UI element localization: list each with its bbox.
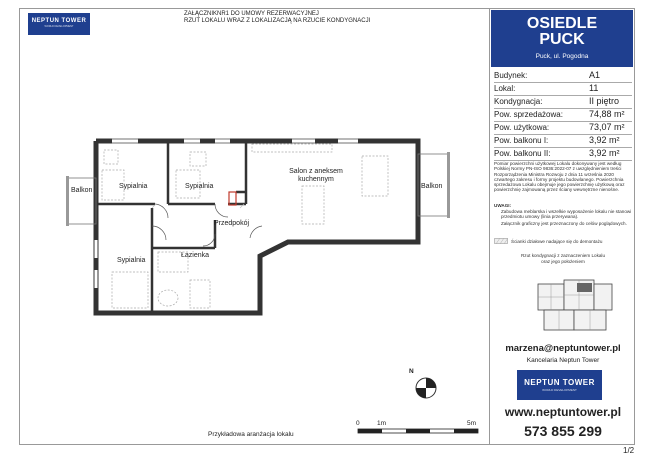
detail-label: Budynek: <box>494 71 528 80</box>
contact-office: Kancelaria Neptun Tower <box>526 357 600 364</box>
remarks-title: UWAGI: <box>494 203 512 208</box>
detail-value: 74,88 m² <box>589 109 625 119</box>
location-caption-line2: oraz jego położeniem <box>541 259 585 264</box>
attachment-title-line2: RZUT LOKALU WRAZ Z LOKALIZACJĄ NA RZUCIE KONDYGNACJI <box>184 18 371 24</box>
detail-value: A1 <box>589 70 601 80</box>
detail-label: Kondygnacja: <box>494 97 543 106</box>
detail-label: Pow. balkonu II: <box>494 149 551 158</box>
detail-value: 11 <box>589 83 599 93</box>
page-number: 1/2 <box>623 446 635 455</box>
compass-north-label: N <box>409 368 414 375</box>
remark-2: Załącznik graficzny jest przeznaczony do celów poglądowych. <box>501 221 627 226</box>
detail-label: Pow. sprzedażowa: <box>494 110 563 119</box>
detail-label: Pow. użytkowa: <box>494 123 550 132</box>
plan-caption: Przykładowa aranżacja lokalu <box>208 431 294 438</box>
project-name-line1: OSIEDLE <box>526 15 598 32</box>
neptun-tower-logo-text: NEPTUN TOWER <box>524 378 595 387</box>
scale-one-meter: 1m <box>377 420 387 427</box>
detail-row-pow-balkonu-1 <box>494 134 632 148</box>
floor-plan <box>40 130 460 325</box>
demolition-legend-label: Ścianki działowe nadające się do demontażu <box>511 239 603 244</box>
room-label-lazienka: Łazienka <box>181 252 210 259</box>
detail-value: 3,92 m² <box>589 135 620 145</box>
project-address: Puck, ul. Pogodna <box>535 53 589 60</box>
project-name-line2: PUCK <box>539 31 585 48</box>
detail-row-budynek <box>494 69 632 83</box>
detail-row-pow-sprzedazowa <box>494 108 632 122</box>
detail-row-kondygnacja <box>494 95 632 109</box>
scale-zero: 0 <box>356 420 360 427</box>
detail-value: 73,07 m² <box>589 122 625 132</box>
room-label-sypialnia-2: Sypialnia <box>185 183 214 190</box>
room-label-salon: Salon z aneksem kuchennym <box>289 168 343 183</box>
brand-logo <box>28 13 90 35</box>
phone-number[interactable]: 573 855 299 <box>524 423 602 439</box>
detail-row-pow-uzytkowa <box>494 121 632 135</box>
room-label-sypialnia-3: Sypialnia <box>117 257 146 264</box>
website-link[interactable]: www.neptuntower.pl <box>504 405 622 419</box>
attachment-title-line1: ZAŁĄCZNIKNR1 DO UMOWY REZERWACYJNEJ <box>184 11 319 17</box>
detail-label: Lokal: <box>494 84 516 93</box>
room-label-balkon-right: Balkon <box>421 183 443 190</box>
demolition-legend-swatch <box>494 238 508 244</box>
room-label-przedpokoj: Przedpokój <box>214 220 250 227</box>
detail-value: 3,92 m² <box>589 148 620 158</box>
scale-five-meter: 5m <box>467 420 477 427</box>
room-label-balkon-left: Balkon <box>71 187 93 194</box>
contact-email[interactable]: marzena@neptuntower.pl <box>505 343 621 354</box>
room-label-sypialnia-1: Sypialnia <box>119 183 148 190</box>
neptun-tower-logo <box>517 370 602 400</box>
detail-value: II piętro <box>589 96 620 106</box>
scale-bar <box>356 427 480 435</box>
location-caption-line1: Rzut kondygnacji z zaznaczeniem Lokalu <box>520 253 605 258</box>
remark-1: Zabudowa meblarska i wszelkie wyposażenie lokalu nie stanowi przedmiotu umowy (linia przerywana). <box>501 209 632 220</box>
detail-label: Pow. balkonu I: <box>494 136 549 145</box>
neptun-tower-logo-subtext: WORLD DEVELOPMENT <box>542 388 577 392</box>
brand-logo-subtext: WORLD DEVELOPMENT <box>44 25 74 28</box>
project-title-box <box>491 10 633 67</box>
measurement-note: Pomiar powierzchni użytkowej Lokalu dokonywany jest według Polskiej Normy PN-ISO 9836:2022-07 z uwzględnieniem treści Rozporządzenia Ministra Rozwoju z dnia 11 września 2020 czwartego zakresu i formy projektu budowlanego. Powierzchnia sprzedażowa Lokalu obejmuje jego powierzchnię użytkową oraz powierzchnię zajmowaną przez ściany wewnętrzne nienośne. <box>494 161 625 193</box>
detail-row-pow-balkonu-2 <box>494 147 632 161</box>
detail-row-lokal <box>494 82 632 96</box>
brand-logo-text: NEPTUN TOWER <box>31 18 87 24</box>
key-plan <box>520 270 620 338</box>
